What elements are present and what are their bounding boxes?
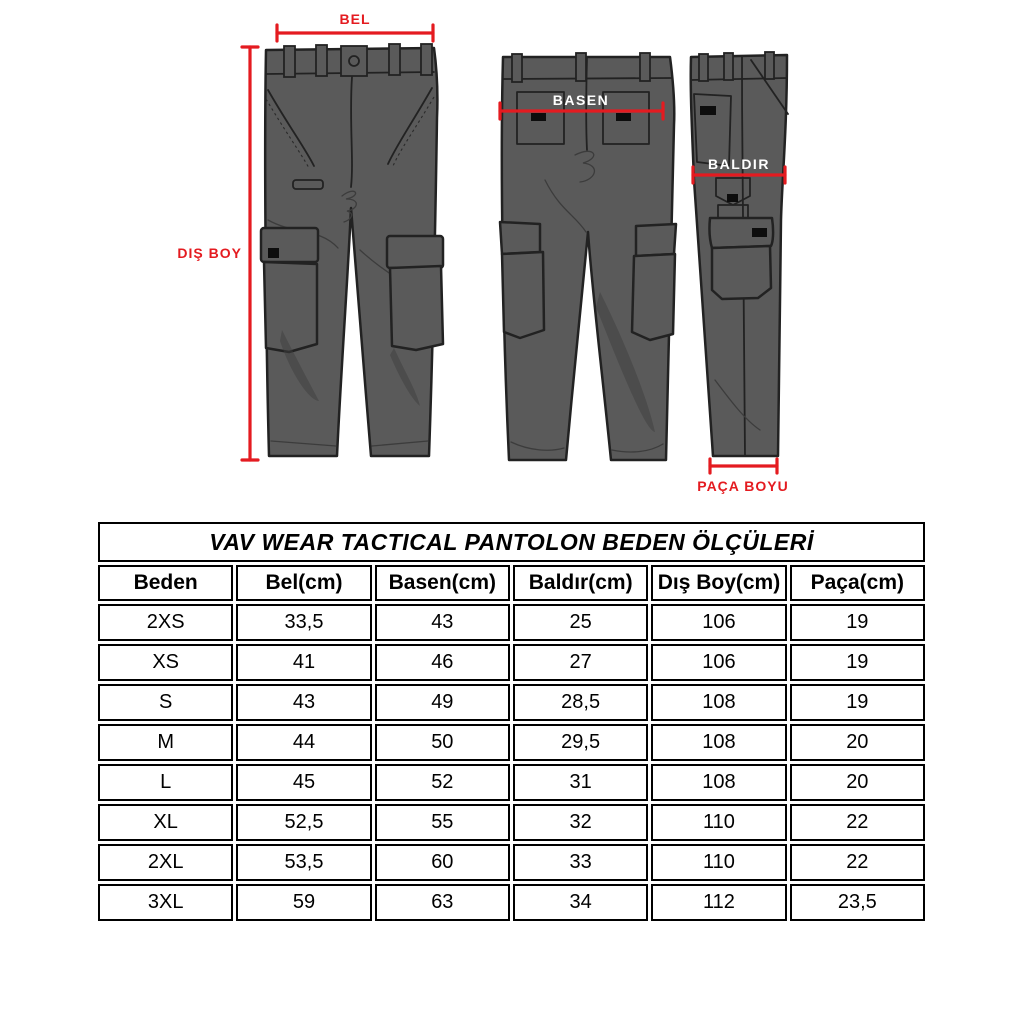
velcro-tab bbox=[700, 106, 716, 115]
cargo-flap-right bbox=[387, 236, 443, 268]
table-row bbox=[98, 604, 925, 641]
size-cell: L bbox=[98, 764, 233, 801]
belt-loop bbox=[421, 44, 432, 75]
pants-back-view bbox=[500, 53, 676, 460]
pants-side-view bbox=[691, 52, 788, 456]
cargo-pocket-left bbox=[264, 262, 317, 352]
velcro-tab bbox=[616, 113, 631, 121]
column-header: Baldır(cm) bbox=[513, 565, 648, 601]
size-cell: M bbox=[98, 724, 233, 761]
measure-cell: 108 bbox=[651, 764, 786, 801]
measure-cell: 34 bbox=[513, 884, 648, 921]
measure-cell: 55 bbox=[375, 804, 510, 841]
button-placket bbox=[341, 46, 367, 76]
velcro-tab bbox=[727, 194, 738, 202]
measure-cell: 41 bbox=[236, 644, 371, 681]
column-header: Beden bbox=[98, 565, 233, 601]
measure-cell: 22 bbox=[790, 804, 925, 841]
measure-cell: 110 bbox=[651, 804, 786, 841]
paca-label: PAÇA BOYU bbox=[697, 478, 789, 494]
table-row bbox=[98, 684, 925, 721]
measure-cell: 32 bbox=[513, 804, 648, 841]
belt-loop bbox=[724, 53, 733, 80]
measure-cell: 108 bbox=[651, 724, 786, 761]
belt-loop bbox=[389, 44, 400, 75]
velcro-tab bbox=[531, 113, 546, 121]
side-cargo-body bbox=[712, 246, 771, 299]
measure-cell: 106 bbox=[651, 644, 786, 681]
measure-cell: 25 bbox=[513, 604, 648, 641]
column-header: Dış Boy(cm) bbox=[651, 565, 786, 601]
size-cell: XS bbox=[98, 644, 233, 681]
basen-label: BASEN bbox=[552, 92, 610, 108]
measure-cell: 20 bbox=[790, 764, 925, 801]
belt-loop bbox=[576, 53, 586, 81]
table-row bbox=[98, 724, 925, 761]
table-row bbox=[98, 764, 925, 801]
bel-label: BEL bbox=[339, 11, 371, 27]
measure-cell: 52,5 bbox=[236, 804, 371, 841]
measure-cell: 19 bbox=[790, 644, 925, 681]
measure-cell: 31 bbox=[513, 764, 648, 801]
measure-cell: 29,5 bbox=[513, 724, 648, 761]
measure-cell: 20 bbox=[790, 724, 925, 761]
table-header-row bbox=[98, 565, 925, 601]
belt-loop bbox=[512, 54, 522, 82]
table-row bbox=[98, 884, 925, 921]
table-row bbox=[98, 644, 925, 681]
size-cell: 3XL bbox=[98, 884, 233, 921]
velcro-tab bbox=[752, 228, 767, 237]
measure-cell: 50 bbox=[375, 724, 510, 761]
measure-cell: 19 bbox=[790, 604, 925, 641]
column-header: Bel(cm) bbox=[236, 565, 371, 601]
cargo-pocket-right bbox=[632, 254, 675, 340]
measure-cell: 110 bbox=[651, 844, 786, 881]
measure-cell: 46 bbox=[375, 644, 510, 681]
column-header: Paça(cm) bbox=[790, 565, 925, 601]
measure-cell: 22 bbox=[790, 844, 925, 881]
measure-cell: 28,5 bbox=[513, 684, 648, 721]
measure-cell: 112 bbox=[651, 884, 786, 921]
measure-cell: 27 bbox=[513, 644, 648, 681]
measure-cell: 23,5 bbox=[790, 884, 925, 921]
belt-loop bbox=[640, 53, 650, 81]
measure-cell: 45 bbox=[236, 764, 371, 801]
belt-loop bbox=[284, 46, 295, 77]
belt-loop bbox=[765, 52, 774, 79]
measure-cell: 60 bbox=[375, 844, 510, 881]
size-cell: 2XL bbox=[98, 844, 233, 881]
measure-cell: 59 bbox=[236, 884, 371, 921]
disboy-label: DIŞ BOY bbox=[177, 245, 242, 261]
measure-cell: 43 bbox=[236, 684, 371, 721]
measure-cell: 52 bbox=[375, 764, 510, 801]
cargo-pocket-left bbox=[502, 252, 544, 338]
column-header: Basen(cm) bbox=[375, 565, 510, 601]
table-row bbox=[98, 804, 925, 841]
cargo-flap-right bbox=[636, 224, 676, 256]
measure-cell: 63 bbox=[375, 884, 510, 921]
size-chart bbox=[95, 519, 928, 924]
size-table bbox=[95, 519, 928, 924]
cargo-flap-left bbox=[500, 222, 540, 254]
measure-cell: 49 bbox=[375, 684, 510, 721]
pants-front-view bbox=[261, 44, 443, 456]
measure-cell: 43 bbox=[375, 604, 510, 641]
measure-cell: 108 bbox=[651, 684, 786, 721]
velcro-tab bbox=[268, 248, 279, 258]
measure-cell: 44 bbox=[236, 724, 371, 761]
measure-cell: 53,5 bbox=[236, 844, 371, 881]
table-title-row bbox=[98, 522, 925, 562]
size-cell: XL bbox=[98, 804, 233, 841]
fly-seam bbox=[351, 77, 352, 187]
measure-cell: 33,5 bbox=[236, 604, 371, 641]
size-cell: 2XS bbox=[98, 604, 233, 641]
measure-cell: 19 bbox=[790, 684, 925, 721]
measure-cell: 33 bbox=[513, 844, 648, 881]
belt-loop bbox=[316, 45, 327, 76]
table-title: VAV WEAR TACTICAL PANTOLON BEDEN ÖLÇÜLERİ bbox=[98, 522, 925, 562]
measure-cell: 106 bbox=[651, 604, 786, 641]
cargo-pocket-right bbox=[390, 266, 443, 350]
baldir-label: BALDIR bbox=[708, 156, 770, 172]
table-row bbox=[98, 844, 925, 881]
belt-loop bbox=[699, 54, 708, 81]
size-cell: S bbox=[98, 684, 233, 721]
